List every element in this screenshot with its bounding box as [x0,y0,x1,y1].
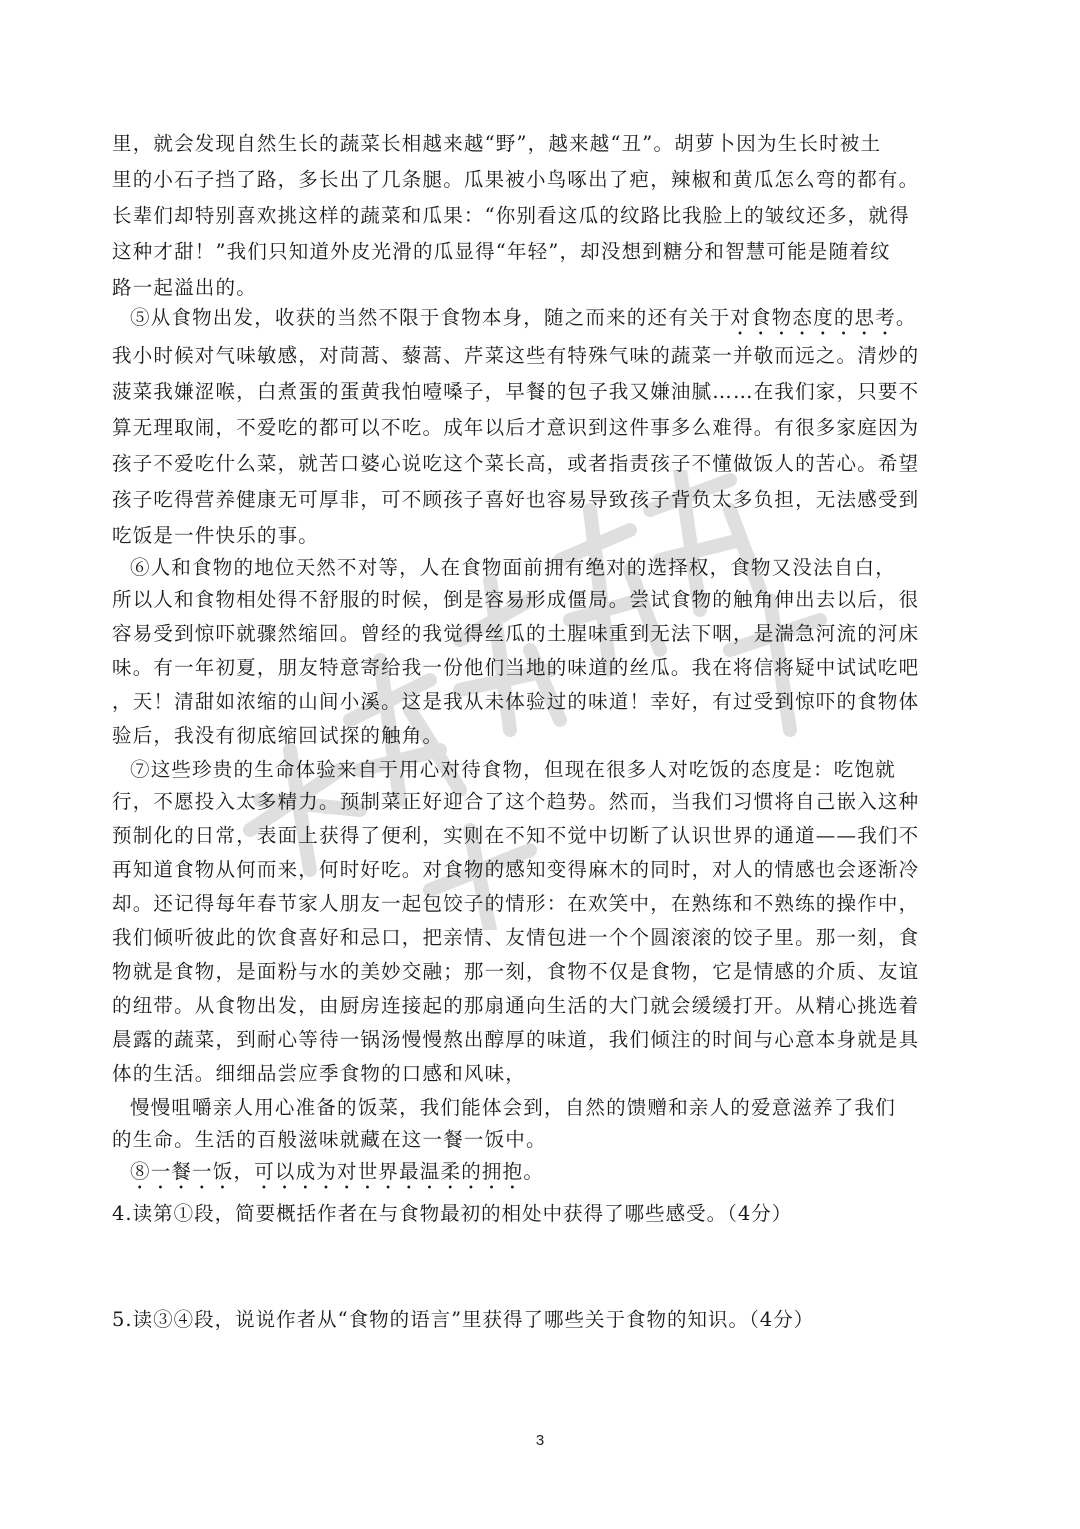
text-span: 。 [895,306,917,329]
paragraph-8 [130,1156,990,1188]
emphasized-text: 对食物态度的思考 [730,306,896,329]
question-5: 5.读③④段，说说作者从“食物的语言”里获得了哪些关于食物的知识。（4分） [112,1308,815,1331]
text-line: ⑦这些珍贵的生命体验来自于用心对待食物，但现在很多人对吃饭的态度是：吃饱就 [130,758,896,781]
text-line: 里的小石子挡了路，多长出了几条腿。瓜果被小鸟啄出了疤，辣椒和黄瓜怎么弯的都有。 [112,168,920,191]
text-line: 体的生活。细细品尝应季食物的口感和风味， [112,1062,527,1085]
text-line: 预制化的日常，表面上获得了便利，实则在不知不觉中切断了认识世界的通道——我们不 [112,824,920,847]
text-line: 里，就会发现自然生长的蔬菜长相越来越“野”，越来越“丑”。胡萝卜因为生长时被土 [112,132,882,155]
text-line: 这种才甜！”我们只知道外皮光滑的瓜显得“年轻”，却没想到糖分和智慧可能是随着纹 [112,240,891,263]
text-line: 晨露的蔬菜，到耐心等待一锅汤慢慢熬出醇厚的味道，我们倾注的时间与心意本身就是具 [112,1028,920,1051]
text-line: 的纽带。从食物出发，由厨房连接起的那扇通向生活的大门就会缓缓打开。从精心挑选着 [112,994,920,1017]
text-line: 我小时候对气味敏感，对茼蒿、藜蒿、芹菜这些有特殊气味的蔬菜一并敬而远之。清炒的 [112,344,920,367]
question-4: 4.读第①段，简要概括作者在与食物最初的相处中获得了哪些感受。（4分） [112,1202,793,1225]
text-line: 容易受到惊吓就骤然缩回。曾经的我觉得丝瓜的土腥味重到无法下咽，是湍急河流的河床 [112,622,920,645]
text-line: 算无理取闹，不爱吃的都可以不吃。成年以后才意识到这件事多么难得。有很多家庭因为 [112,416,920,439]
text-line: ⑥人和食物的地位天然不对等，人在食物面前拥有绝对的选择权，食物又没法自白， [130,556,896,579]
page-number: 3 [535,1432,545,1449]
text-line: 长辈们却特别喜欢挑这样的蔬菜和瓜果：“你别看这瓜的纹路比我脸上的皱纹还多，就得 [112,204,910,227]
paragraph-5-first-line [130,302,990,334]
text-line: 再知道食物从何而来，何时好吃。对食物的感知变得麻木的同时，对人的情感也会逐渐冷 [112,858,920,881]
text-line: ，天！清甜如浓缩的山间小溪。这是我从未体验过的味道！幸好，有过受到惊吓的食物体 [112,690,920,713]
text-line: 我们倾听彼此的饮食喜好和忌口，把亲情、友情包进一个个圆滚滚的饺子里。那一刻，食 [112,926,920,949]
text-line: 吃饭是一件快乐的事。 [112,524,320,547]
text-line: 行，不愿投入太多精力。预制菜正好迎合了这个趋势。然而，当我们习惯将自己嵌入这种 [112,790,920,813]
text-line: 所以人和食物相处得不舒服的时候，倒是容易形成僵局。尝试食物的触角伸出去以后，很 [112,588,920,611]
emphasized-text: ⑧一餐一饭，可以成为对世界最温柔的拥抱 [130,1160,524,1183]
text-line: 菠菜我嫌涩喉，白煮蛋的蛋黄我怕噎嗓子，早餐的包子我又嫌油腻……在我们家，只要不 [112,380,920,403]
text-line: 孩子吃得营养健康无可厚非，可不顾孩子喜好也容易导致孩子背负太多负担，无法感受到 [112,488,920,511]
text-line: 路一起溢出的。 [112,276,257,299]
text-line: 孩子不爱吃什么菜，就苦口婆心说吃这个菜长高，或者指责孩子不懂做饭人的苦心。希望 [112,452,920,475]
text-line: 味。有一年初夏，朋友特意寄给我一份他们当地的味道的丝瓜。我在将信将疑中试试吃吧 [112,656,920,679]
text-span: ⑤从食物出发，收获的当然不限于食物本身，随之而来的还有关于 [130,306,731,329]
text-line: 却。还记得每年春节家人朋友一起包饺子的情形：在欢笑中，在熟练和不熟练的操作中， [112,892,920,915]
text-line: 物就是食物，是面粉与水的美妙交融；那一刻，食物不仅是食物，它是情感的介质、友谊 [112,960,920,983]
text-span: 。 [523,1160,545,1183]
text-line: 的生命。生活的百般滋味就藏在这一餐一饭中。 [112,1128,547,1151]
text-line: 验后，我没有彻底缩回试探的触角。 [112,724,444,747]
text-line: 慢慢咀嚼亲人用心准备的饭菜，我们能体会到，自然的馈赠和亲人的爱意滋养了我们 [130,1096,896,1119]
